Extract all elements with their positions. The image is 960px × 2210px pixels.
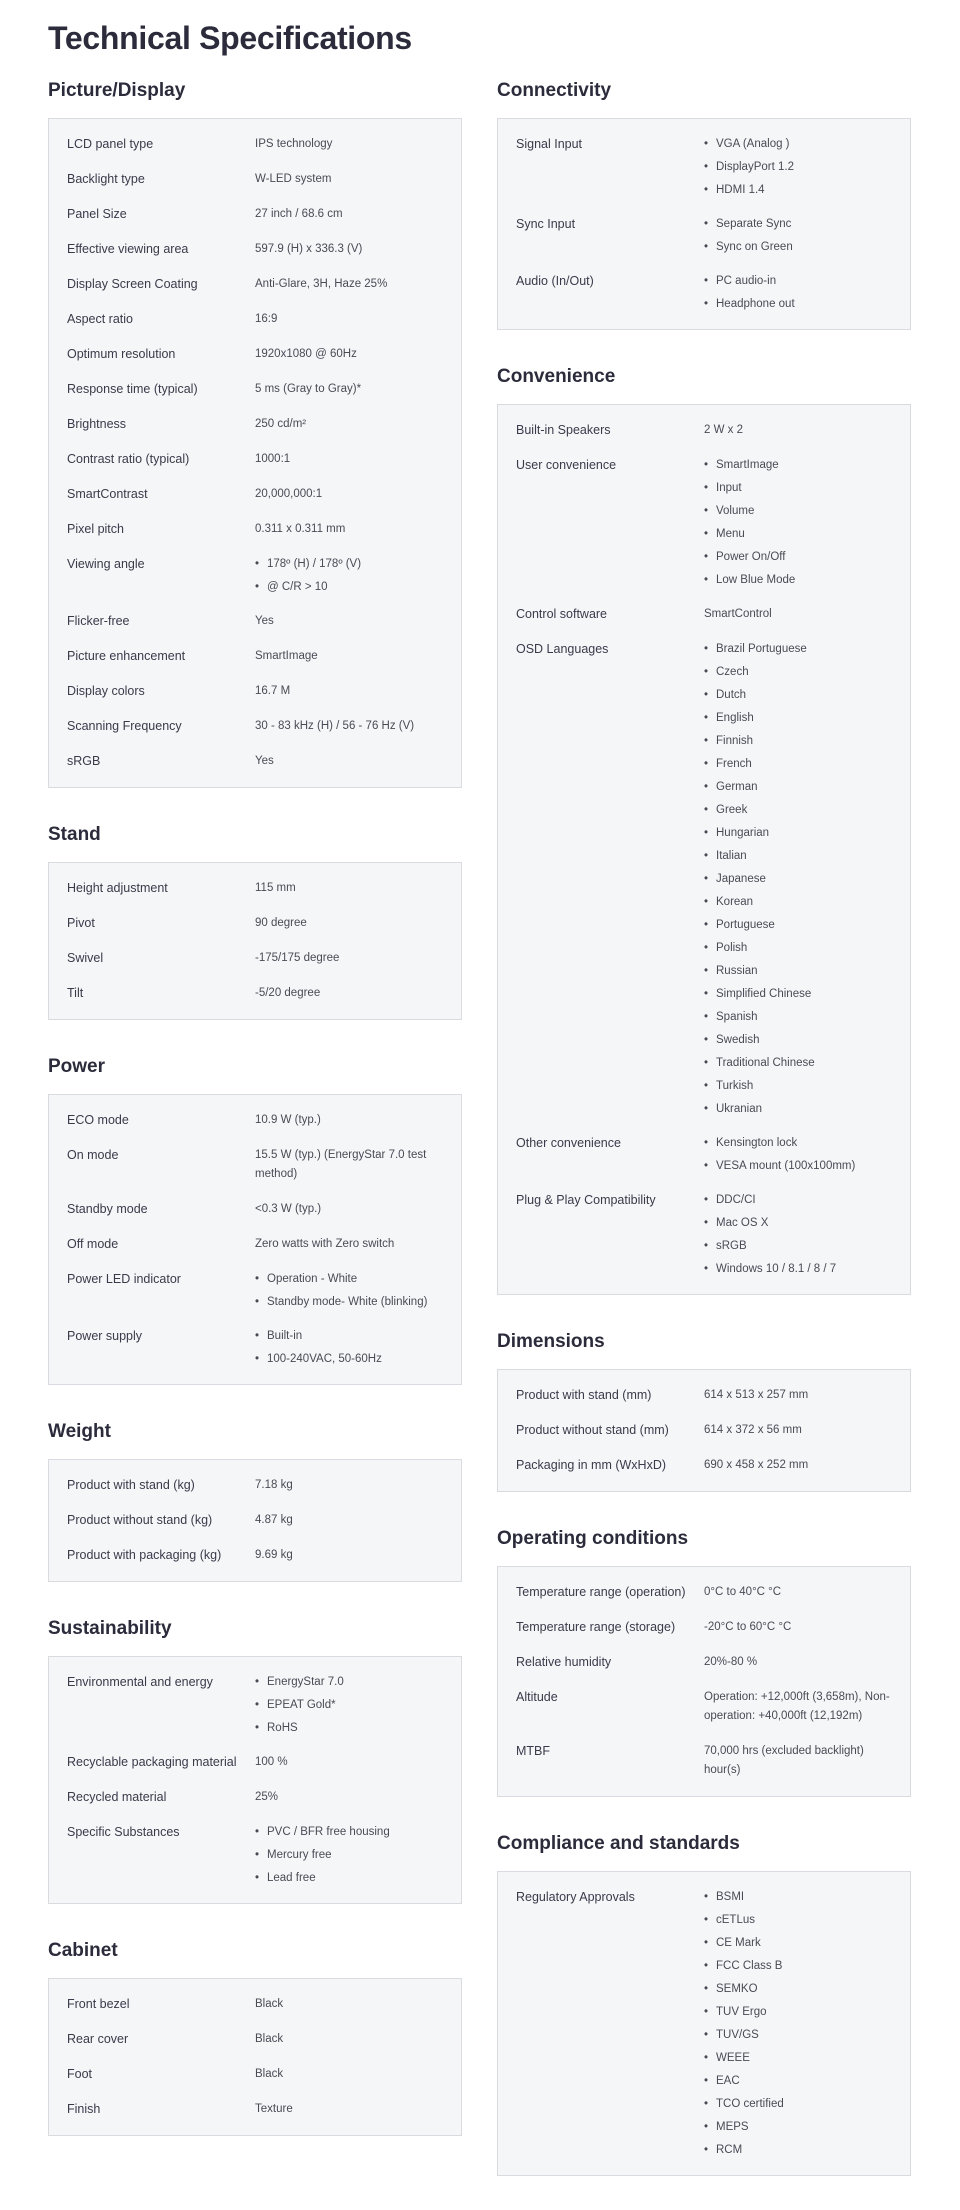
spec-table [497, 1566, 911, 1797]
section-sustainability [48, 1616, 462, 1904]
spec-value-item: • Hungarian [704, 824, 892, 842]
spec-table [497, 1871, 911, 2176]
spec-value-item: • English [704, 709, 892, 727]
spec-label: Effective viewing area [67, 242, 189, 256]
spec-value-item: • Greek [704, 801, 892, 819]
spec-row [67, 976, 443, 1011]
spec-value: Anti-Glare, 3H, Haze 25% [255, 278, 388, 290]
spec-value: Yes [255, 615, 274, 627]
spec-value: 0°C to 40°C °C [704, 1586, 782, 1598]
spec-value: Black [255, 1998, 284, 2010]
spec-value-item: • cETLus [704, 1911, 892, 1929]
spec-value-list [255, 555, 443, 596]
spec-value-list [704, 640, 892, 1118]
spec-label: Control software [516, 607, 608, 621]
section-convenience [497, 364, 911, 1295]
spec-row [516, 207, 892, 264]
spec-row [516, 127, 892, 207]
spec-label: Recycled material [67, 1790, 167, 1804]
spec-row [67, 1192, 443, 1227]
spec-value-item: • 100-240VAC, 50-60Hz [255, 1350, 443, 1368]
section-dimensions [497, 1329, 911, 1492]
spec-value-item: • 178º (H) / 178º (V) [255, 555, 443, 573]
spec-value-item: • SmartImage [704, 456, 892, 474]
spec-value: -175/175 degree [255, 952, 340, 964]
spec-row [67, 2057, 443, 2092]
spec-value: 7.18 kg [255, 1479, 293, 1491]
spec-value: <0.3 W (typ.) [255, 1203, 322, 1215]
spec-value-list [704, 1888, 892, 2159]
spec-row [67, 232, 443, 267]
section-title: Operating conditions [497, 1528, 689, 1549]
spec-label: Signal Input [516, 137, 583, 151]
section-compliance-and-standards [497, 1831, 911, 2176]
spec-value: 614 x 513 x 257 mm [704, 1389, 809, 1401]
spec-label: Other convenience [516, 1136, 621, 1150]
spec-value-item: • French [704, 755, 892, 773]
spec-row [67, 197, 443, 232]
spec-value: 20,000,000:1 [255, 488, 323, 500]
spec-value-item: • Separate Sync [704, 215, 892, 233]
spec-value-item: • Ukranian [704, 1100, 892, 1118]
spec-value: IPS technology [255, 138, 333, 150]
spec-value-item: • Lead free [255, 1869, 443, 1887]
spec-value-item: • Volume [704, 502, 892, 520]
spec-value-item: • @ C/R > 10 [255, 578, 443, 596]
section-power [48, 1054, 462, 1385]
spec-row [516, 1448, 892, 1483]
spec-value-list [255, 1673, 443, 1737]
spec-value: Operation: +12,000ft (3,658m), Non-operation: +40,000ft (12,192m) [704, 1691, 890, 1722]
spec-row [67, 1503, 443, 1538]
spec-label: Response time (typical) [67, 382, 198, 396]
spec-table [48, 1459, 462, 1582]
spec-value: SmartControl [704, 608, 772, 620]
spec-value-item: • TUV/GS [704, 2026, 892, 2044]
spec-value-item: • Low Blue Mode [704, 571, 892, 589]
spec-label: Audio (In/Out) [516, 274, 594, 288]
spec-row [67, 1319, 443, 1376]
section-operating-conditions [497, 1526, 911, 1797]
spec-row [67, 337, 443, 372]
spec-value-item: • TUV Ergo [704, 2003, 892, 2021]
spec-value-list [704, 456, 892, 589]
spec-value-item: • EnergyStar 7.0 [255, 1673, 443, 1691]
spec-label: Backlight type [67, 172, 145, 186]
spec-label: Tilt [67, 986, 84, 1000]
spec-value-list [704, 135, 892, 199]
spec-value-item: • Czech [704, 663, 892, 681]
spec-value-list [704, 272, 892, 313]
spec-label: MTBF [516, 1744, 551, 1758]
spec-value-item: • Mac OS X [704, 1214, 892, 1232]
spec-value-item: • RCM [704, 2141, 892, 2159]
spec-label: Aspect ratio [67, 312, 134, 326]
spec-value: 15.5 W (typ.) (EnergyStar 7.0 test method) [255, 1149, 427, 1180]
spec-label: Altitude [516, 1690, 558, 1704]
spec-value: 1920x1080 @ 60Hz [255, 348, 357, 360]
spec-row [516, 1413, 892, 1448]
spec-row [67, 1138, 443, 1192]
spec-row [67, 127, 443, 162]
spec-label: LCD panel type [67, 137, 154, 151]
spec-label: User convenience [516, 458, 617, 472]
spec-row [516, 597, 892, 632]
spec-value-item: • Mercury free [255, 1846, 443, 1864]
spec-value-item: • Windows 10 / 8.1 / 8 / 7 [704, 1260, 892, 1278]
spec-label: Regulatory Approvals [516, 1890, 635, 1904]
spec-label: Specific Substances [67, 1825, 180, 1839]
spec-row [67, 744, 443, 779]
spec-value: 16.7 M [255, 685, 291, 697]
spec-row [67, 162, 443, 197]
spec-value: 27 inch / 68.6 cm [255, 208, 343, 220]
spec-value: 20%-80 % [704, 1656, 758, 1668]
spec-label: Swivel [67, 951, 104, 965]
spec-row [516, 1610, 892, 1645]
spec-row [67, 1538, 443, 1573]
spec-label: Product without stand (kg) [67, 1513, 213, 1527]
spec-row [516, 1880, 892, 2167]
spec-row [516, 1645, 892, 1680]
spec-value-item: • FCC Class B [704, 1957, 892, 1975]
spec-value-item: • Simplified Chinese [704, 985, 892, 1003]
spec-value: 100 % [255, 1756, 288, 1768]
spec-value-item: • HDMI 1.4 [704, 181, 892, 199]
spec-value: 0.311 x 0.311 mm [255, 523, 346, 535]
spec-value: -5/20 degree [255, 987, 321, 999]
spec-value: 250 cd/m² [255, 418, 307, 430]
spec-label: Product with stand (mm) [516, 1388, 652, 1402]
spec-label: Display colors [67, 684, 145, 698]
spec-label: Pixel pitch [67, 522, 124, 536]
spec-value-item: • DDC/CI [704, 1191, 892, 1209]
spec-label: Sync Input [516, 217, 576, 231]
spec-value-item: • Standby mode- White (blinking) [255, 1293, 443, 1311]
spec-value-item: • Italian [704, 847, 892, 865]
spec-label: Product without stand (mm) [516, 1423, 669, 1437]
spec-value: 25% [255, 1791, 279, 1803]
spec-value: 1000:1 [255, 453, 291, 465]
spec-row [516, 1575, 892, 1610]
spec-row [67, 372, 443, 407]
spec-table [48, 118, 462, 788]
spec-value-item: • Korean [704, 893, 892, 911]
spec-row [516, 1378, 892, 1413]
spec-value-item: • CE Mark [704, 1934, 892, 1952]
spec-value-item: • Polish [704, 939, 892, 957]
page-title: Technical Specifications [48, 20, 412, 56]
spec-label: Height adjustment [67, 881, 168, 895]
spec-value-list [255, 1823, 443, 1887]
spec-row [516, 448, 892, 597]
spec-value: SmartImage [255, 650, 318, 662]
spec-label: Built-in Speakers [516, 423, 611, 437]
spec-value-list [704, 215, 892, 256]
spec-value: 690 x 458 x 252 mm [704, 1459, 809, 1471]
spec-value: Black [255, 2033, 284, 2045]
spec-value: Yes [255, 755, 274, 767]
spec-value: 5 ms (Gray to Gray)* [255, 383, 362, 395]
spec-row [516, 1126, 892, 1183]
spec-row [67, 1780, 443, 1815]
spec-value-item: • DisplayPort 1.2 [704, 158, 892, 176]
spec-label: Flicker-free [67, 614, 130, 628]
spec-label: Contrast ratio (typical) [67, 452, 190, 466]
spec-row [67, 1665, 443, 1745]
spec-label: Front bezel [67, 1997, 130, 2011]
spec-row [516, 1680, 892, 1734]
spec-row [67, 709, 443, 744]
spec-value: 614 x 372 x 56 mm [704, 1424, 802, 1436]
left-column [48, 78, 462, 2170]
spec-label: Recyclable packaging material [67, 1755, 237, 1769]
spec-value-item: • VESA mount (100x100mm) [704, 1157, 892, 1175]
spec-row [67, 267, 443, 302]
spec-label: Display Screen Coating [67, 277, 198, 291]
spec-label: Standby mode [67, 1202, 148, 1216]
spec-value-item: • SEMKO [704, 1980, 892, 1998]
spec-row [67, 906, 443, 941]
spec-value: 10.9 W (typ.) [255, 1114, 321, 1126]
spec-label: Plug & Play Compatibility [516, 1193, 656, 1207]
spec-label: Brightness [67, 417, 127, 431]
spec-value: Texture [255, 2103, 293, 2115]
spec-label: Environmental and energy [67, 1675, 213, 1689]
section-picture-display [48, 78, 462, 788]
spec-row [67, 1103, 443, 1138]
spec-value-item: • BSMI [704, 1888, 892, 1906]
spec-row [67, 1468, 443, 1503]
spec-value: 16:9 [255, 313, 278, 325]
section-title: Stand [48, 824, 101, 845]
spec-value-item: • Swedish [704, 1031, 892, 1049]
spec-value-list [704, 1191, 892, 1278]
section-title: Cabinet [48, 1940, 118, 1961]
spec-row [67, 407, 443, 442]
spec-value-item: • Spanish [704, 1008, 892, 1026]
spec-row [516, 1734, 892, 1788]
spec-value: -20°C to 60°C °C [704, 1621, 792, 1633]
spec-value: 70,000 hrs (excluded backlight) hour(s) [704, 1745, 864, 1776]
spec-row [516, 632, 892, 1126]
spec-value-item: • Menu [704, 525, 892, 543]
spec-label: Pivot [67, 916, 95, 930]
spec-row [516, 264, 892, 321]
spec-label: Picture enhancement [67, 649, 186, 663]
spec-label: Foot [67, 2067, 93, 2081]
spec-row [67, 639, 443, 674]
spec-value-item: • Headphone out [704, 295, 892, 313]
spec-value: Black [255, 2068, 284, 2080]
spec-label: Finish [67, 2102, 101, 2116]
spec-value-item: • RoHS [255, 1719, 443, 1737]
spec-label: Temperature range (storage) [516, 1620, 676, 1634]
spec-value-item: • Brazil Portuguese [704, 640, 892, 658]
spec-value-item: • Turkish [704, 1077, 892, 1095]
spec-value-list [255, 1270, 443, 1311]
spec-value-item: • EPEAT Gold* [255, 1696, 443, 1714]
spec-value-list [255, 1327, 443, 1368]
right-column [497, 78, 911, 2210]
section-title: Connectivity [497, 80, 612, 101]
spec-table [48, 1656, 462, 1904]
spec-label: Packaging in mm (WxHxD) [516, 1458, 667, 1472]
spec-table [48, 1978, 462, 2136]
spec-row [67, 871, 443, 906]
section-weight [48, 1419, 462, 1582]
spec-label: Relative humidity [516, 1655, 612, 1669]
spec-row [67, 941, 443, 976]
spec-value: 115 mm [255, 882, 296, 894]
spec-value-item: • WEEE [704, 2049, 892, 2067]
section-title: Dimensions [497, 1331, 605, 1352]
spec-row [67, 2022, 443, 2057]
section-title: Convenience [497, 366, 616, 387]
spec-row [67, 442, 443, 477]
spec-label: Panel Size [67, 207, 127, 221]
spec-value-item: • Kensington lock [704, 1134, 892, 1152]
spec-label: Scanning Frequency [67, 719, 182, 733]
spec-row [516, 1183, 892, 1286]
spec-value-item: • Japanese [704, 870, 892, 888]
spec-row [67, 1227, 443, 1262]
section-title: Compliance and standards [497, 1833, 740, 1854]
spec-table [48, 862, 462, 1020]
spec-label: sRGB [67, 754, 101, 768]
spec-label: Off mode [67, 1237, 119, 1251]
spec-label: Viewing angle [67, 557, 145, 571]
spec-table [497, 118, 911, 330]
spec-row [67, 674, 443, 709]
spec-row [67, 512, 443, 547]
spec-value-item: • Operation - White [255, 1270, 443, 1288]
spec-table [497, 404, 911, 1295]
spec-label: Temperature range (operation) [516, 1585, 686, 1599]
spec-label: Rear cover [67, 2032, 129, 2046]
section-stand [48, 822, 462, 1020]
spec-label: Power LED indicator [67, 1272, 181, 1286]
spec-label: Optimum resolution [67, 347, 176, 361]
spec-value: 2 W x 2 [704, 424, 743, 436]
spec-value-item: • Russian [704, 962, 892, 980]
spec-label: OSD Languages [516, 642, 609, 656]
section-title: Power [48, 1056, 106, 1077]
section-title: Weight [48, 1421, 111, 1442]
spec-value-item: • Sync on Green [704, 238, 892, 256]
spec-value-item: • Power On/Off [704, 548, 892, 566]
spec-row [67, 1262, 443, 1319]
spec-row [67, 477, 443, 512]
spec-value-item: • Built-in [255, 1327, 443, 1345]
spec-value-item: • EAC [704, 2072, 892, 2090]
spec-value-item: • Portuguese [704, 916, 892, 934]
spec-row [67, 1815, 443, 1895]
spec-row [516, 413, 892, 448]
spec-value: 597.9 (H) x 336.3 (V) [255, 243, 363, 255]
spec-table [48, 1094, 462, 1385]
spec-value-item: • PVC / BFR free housing [255, 1823, 443, 1841]
spec-row [67, 1745, 443, 1780]
spec-value-item: • VGA (Analog ) [704, 135, 892, 153]
spec-value: 4.87 kg [255, 1514, 293, 1526]
section-cabinet [48, 1938, 462, 2136]
section-title: Sustainability [48, 1618, 172, 1639]
spec-value-item: • MEPS [704, 2118, 892, 2136]
spec-value: 90 degree [255, 917, 307, 929]
spec-value: Zero watts with Zero switch [255, 1238, 395, 1250]
spec-row [67, 2092, 443, 2127]
spec-label: SmartContrast [67, 487, 148, 501]
spec-value-item: • PC audio-in [704, 272, 892, 290]
spec-table [497, 1369, 911, 1492]
spec-label: Product with stand (kg) [67, 1478, 195, 1492]
spec-value-list [704, 1134, 892, 1175]
spec-row [67, 302, 443, 337]
spec-label: Power supply [67, 1329, 143, 1343]
spec-value-item: • sRGB [704, 1237, 892, 1255]
section-connectivity [497, 78, 911, 330]
spec-value-item: • Dutch [704, 686, 892, 704]
spec-value: 30 - 83 kHz (H) / 56 - 76 Hz (V) [255, 720, 415, 732]
spec-label: Product with packaging (kg) [67, 1548, 222, 1562]
spec-label: On mode [67, 1148, 119, 1162]
spec-value-item: • German [704, 778, 892, 796]
spec-row [67, 1987, 443, 2022]
spec-value-item: • Traditional Chinese [704, 1054, 892, 1072]
spec-value-item: • Finnish [704, 732, 892, 750]
spec-value-item: • TCO certified [704, 2095, 892, 2113]
spec-value: 9.69 kg [255, 1549, 293, 1561]
spec-value-item: • Input [704, 479, 892, 497]
spec-value: W-LED system [255, 173, 332, 185]
section-title: Picture/Display [48, 80, 186, 101]
spec-row [67, 547, 443, 604]
spec-row [67, 604, 443, 639]
spec-label: ECO mode [67, 1113, 129, 1127]
